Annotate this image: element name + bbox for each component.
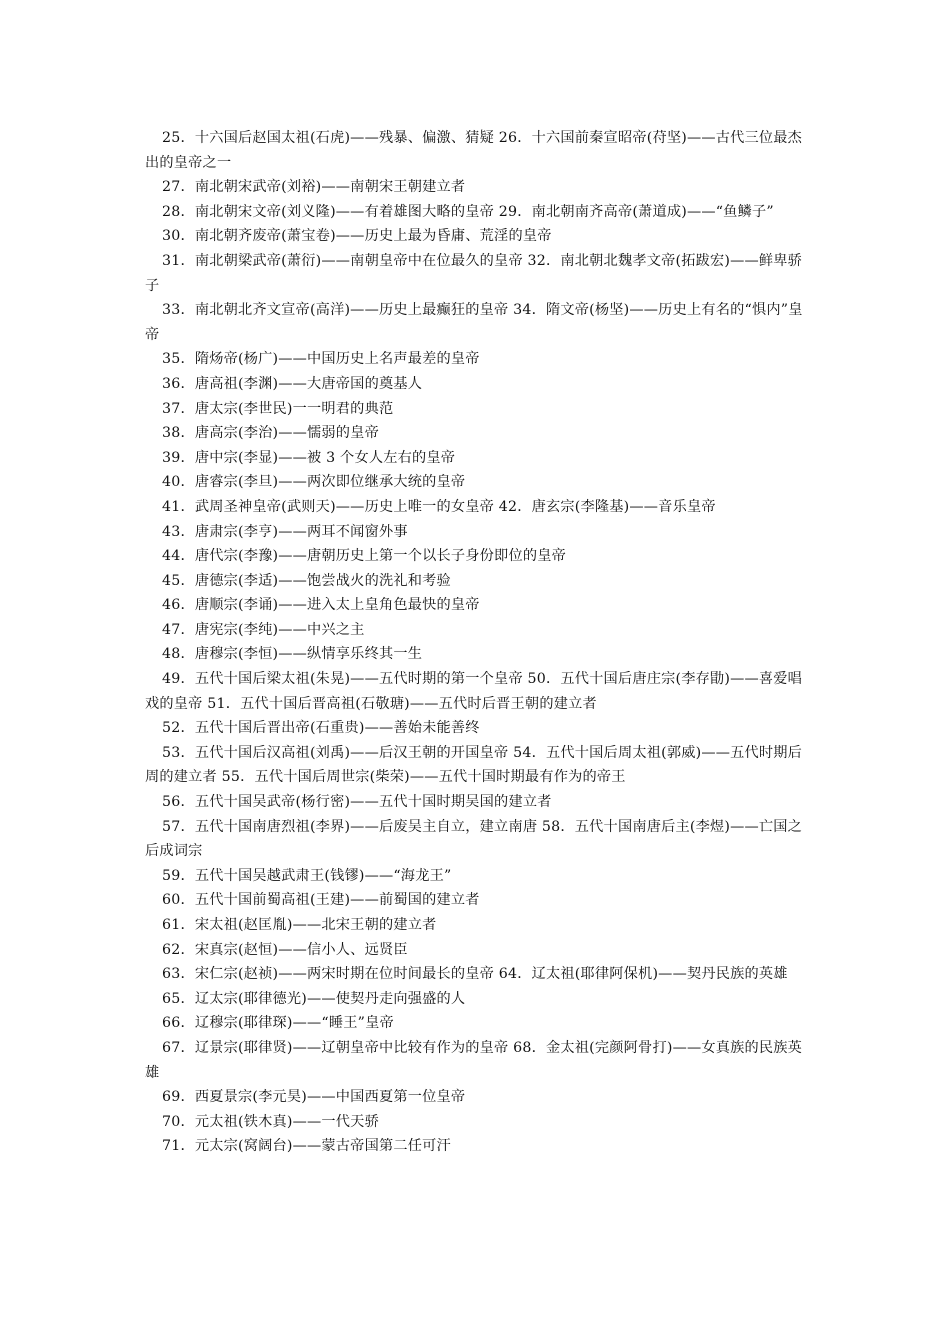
paragraph: 70．元太祖(铁木真)——一代天骄 [162, 1113, 379, 1130]
paragraph: 45．唐德宗(李适)——饱尝战火的洗礼和考验 [162, 572, 451, 589]
paragraph: 46．唐顺宗(李诵)——进入太上皇角色最快的皇帝 [162, 597, 480, 614]
paragraph: 60．五代十国前蜀高祖(王建)——前蜀国的建立者 [162, 892, 480, 909]
paragraph: 59．五代十国吴越武肃王(钱镠)——“海龙王” [162, 867, 452, 884]
document-body [145, 126, 805, 1159]
paragraph: 56．五代十国吴武帝(杨行密)——五代十国时期吴国的建立者 [162, 794, 552, 811]
paragraph: 66．辽穆宗(耶律琛)——“睡王”皇帝 [162, 1015, 394, 1032]
paragraph: 37．唐太宗(李世民)一一明君的典范 [162, 400, 394, 417]
paragraph: 27．南北朝宋武帝(刘裕)——南朝宋王朝建立者 [162, 179, 466, 196]
paragraph: 67．辽景宗(耶律贤)——辽朝皇帝中比较有作为的皇帝 68．金太祖(完颜阿骨打)——女真族的民族英雄 [145, 1039, 803, 1081]
paragraph: 35．隋炀帝(杨广)——中国历史上名声最差的皇帝 [162, 351, 480, 368]
paragraph: 43．唐肃宗(李亨)——两耳不闻窗外事 [162, 523, 408, 540]
paragraph: 62．宋真宗(赵恒)——信小人、远贤臣 [162, 941, 408, 958]
paragraph: 48．唐穆宗(李恒)——纵情享乐终其一生 [162, 646, 423, 663]
paragraph: 61．宋太祖(赵匡胤)——北宋王朝的建立者 [162, 917, 437, 933]
paragraph: 69．西夏景宗(李元昊)——中国西夏第一位皇帝 [162, 1089, 466, 1106]
paragraph: 28．南北朝宋文帝(刘义隆)——有着雄图大略的皇帝 29．南北朝南齐高帝(萧道成)——“鱼鳞子” [162, 203, 774, 220]
paragraph: 36．唐高祖(李渊)——大唐帝国的奠基人 [162, 375, 423, 392]
paragraph: 41．武周圣神皇帝(武则天)——历史上唯一的女皇帝 42．唐玄宗(李隆基)——音乐皇帝 [162, 498, 716, 515]
paragraph: 57．五代十国南唐烈祖(李界)——后废吴主自立，建立南唐 58．五代十国南唐后主(李煜)——亡国之后成词宗 [145, 818, 803, 860]
paragraph: 30．南北朝齐废帝(萧宝卷)——历史上最为昏庸、荒淫的皇帝 [162, 228, 552, 245]
paragraph: 31．南北朝梁武帝(萧衍)——南朝皇帝中在位最久的皇帝 32．南北朝北魏孝文帝(拓跋宏)——鲜卑骄子 [145, 252, 803, 294]
paragraph: 40．唐睿宗(李旦)——两次即位继承大统的皇帝 [162, 474, 466, 491]
paragraph: 33．南北朝北齐文宣帝(高洋)——历史上最癫狂的皇帝 34．隋文帝(杨坚)——历史上有名的“惧内”皇帝 [145, 302, 803, 343]
paragraph: 49．五代十国后梁太祖(朱晃)——五代时期的第一个皇帝 50．五代十国后唐庄宗(李存勖)——喜爱唱戏的皇帝 51．五代十国后晋高祖(石敬瑭)——五代时后晋王朝的建立者 [145, 671, 803, 712]
paragraph: 65．辽太宗(耶律德光)——使契丹走向强盛的人 [162, 990, 466, 1007]
paragraph: 38．唐高宗(李治)——懦弱的皇帝 [162, 425, 379, 442]
paragraph: 52．五代十国后晋出帝(石重贵)——善始未能善终 [162, 720, 480, 737]
paragraph: 25．十六国后赵国太祖(石虎)——残暴、偏激、猜疑 26．十六国前秦宣昭帝(苻坚)——古代三位最杰出的皇帝之一 [145, 130, 803, 171]
paragraph: 39．唐中宗(李显)——被 3 个女人左右的皇帝 [162, 449, 456, 466]
paragraph: 71．元太宗(窝阔台)——蒙古帝国第二任可汗 [162, 1138, 451, 1155]
paragraph: 47．唐宪宗(李纯)——中兴之主 [162, 621, 365, 638]
paragraph: 63．宋仁宗(赵祯)——两宋时期在位时间最长的皇帝 64．辽太祖(耶律阿保机)——契丹民族的英雄 [162, 966, 788, 983]
paragraph: 44．唐代宗(李豫)——唐朝历史上第一个以长子身份即位的皇帝 [162, 548, 566, 565]
paragraph: 53．五代十国后汉高祖(刘禹)——后汉王朝的开国皇帝 54．五代十国后周太祖(郭威)——五代时期后周的建立者 55．五代十国后周世宗(柴荣)——五代十国时期最有作为的帝王 [145, 744, 803, 786]
